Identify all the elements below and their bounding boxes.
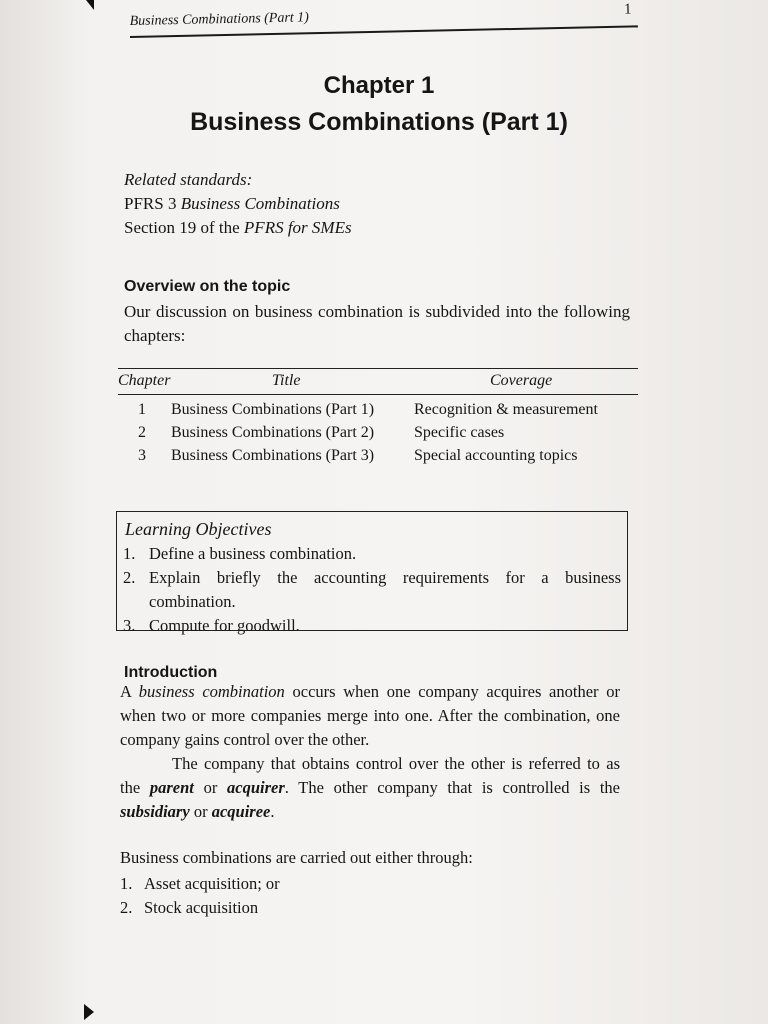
table-body [118, 401, 638, 470]
term-parent: parent [149, 778, 194, 797]
table-header-rule [118, 394, 638, 395]
text-run: The company that obtains control over the other is referred to as the [120, 754, 620, 797]
table-cell-chapter: 3 [138, 447, 146, 464]
related-standard-name: Business Combinations [180, 194, 340, 213]
related-standard-pfrs3 [124, 192, 352, 216]
related-standard-name: PFRS for SMEs [243, 218, 352, 237]
list-item-number: 2. [120, 898, 133, 917]
objective-text: Explain briefly the accounting requirements for a business combination. [149, 568, 621, 611]
learning-objectives-heading: Learning Objectives [125, 519, 272, 539]
table-cell-coverage: Specific cases [414, 424, 505, 441]
objective-item [123, 542, 621, 566]
running-head [129, 0, 637, 38]
text-run: A [120, 682, 139, 701]
overview-body: Our discussion on business combination is subdivided into the following chapters: [124, 302, 630, 345]
table-cell-title: Business Combinations (Part 1) [171, 401, 375, 418]
table-row [118, 401, 638, 424]
page-number: 1 [623, 1, 632, 18]
table-row [118, 424, 638, 447]
related-standard-prefix: PFRS 3 [124, 194, 181, 213]
running-head-title: Business Combinations (Part 1) [129, 10, 310, 30]
list-item-text: Asset acquisition; or [144, 874, 280, 893]
related-standards [124, 168, 352, 240]
learning-objectives-box [116, 511, 628, 635]
corner-mark-top [86, 0, 94, 10]
combinations-lead: Business combinations are carried out either through: [120, 848, 473, 867]
text-run: occurs when one company acquires another or when two or more companies merge into one. After the combination, one company gains control over the other. [120, 682, 620, 749]
combinations-list [120, 872, 280, 920]
objective-text: Compute for goodwill. [149, 616, 300, 635]
chapters-table [118, 368, 638, 470]
table-cell-chapter: 2 [138, 424, 146, 441]
corner-mark-bottom [84, 1004, 94, 1020]
introduction-body [120, 680, 620, 824]
introduction-heading: Introduction [124, 664, 218, 681]
term-subsidiary: subsidiary [120, 802, 190, 821]
text-run: . The other company that is controlled is the [284, 778, 620, 797]
chapter-title: Business Combinations (Part 1) [190, 108, 568, 136]
list-item-text: Stock acquisition [144, 898, 259, 917]
objective-number: 3. [123, 616, 136, 635]
table-header-row [118, 372, 638, 394]
table-cell-coverage: Recognition & measurement [414, 401, 598, 418]
table-header-title: Title [272, 372, 301, 389]
text-run: . [270, 802, 275, 821]
list-item [120, 896, 280, 920]
term-acquiree: acquiree [211, 802, 271, 821]
table-cell-title: Business Combinations (Part 2) [171, 424, 375, 441]
table-cell-chapter: 1 [138, 401, 146, 418]
objective-item [123, 614, 621, 638]
introduction-paragraph-1 [120, 680, 620, 752]
list-item-number: 1. [120, 874, 133, 893]
objective-number: 1. [123, 544, 136, 563]
chapter-number: Chapter 1 [323, 72, 435, 99]
objective-text: Define a business combination. [149, 544, 357, 563]
related-standards-heading: Related standards: [124, 170, 253, 189]
table-top-rule [118, 368, 638, 369]
list-item [120, 872, 280, 896]
text-run: or [189, 802, 212, 821]
objective-number: 2. [123, 568, 136, 587]
related-standard-section19 [124, 216, 352, 240]
table-cell-title: Business Combinations (Part 3) [171, 447, 375, 464]
term-business-combination: business combination [138, 682, 285, 701]
term-acquirer: acquirer [227, 778, 285, 797]
overview-heading: Overview on the topic [124, 278, 291, 295]
text-run: or [193, 778, 228, 797]
related-standard-prefix: Section 19 of the [124, 218, 244, 237]
table-cell-coverage: Special accounting topics [414, 447, 578, 464]
table-header-chapter: Chapter [118, 372, 171, 389]
table-row [118, 447, 638, 470]
table-header-coverage: Coverage [490, 372, 553, 389]
introduction-paragraph-2 [120, 752, 620, 824]
objective-item [123, 566, 621, 614]
